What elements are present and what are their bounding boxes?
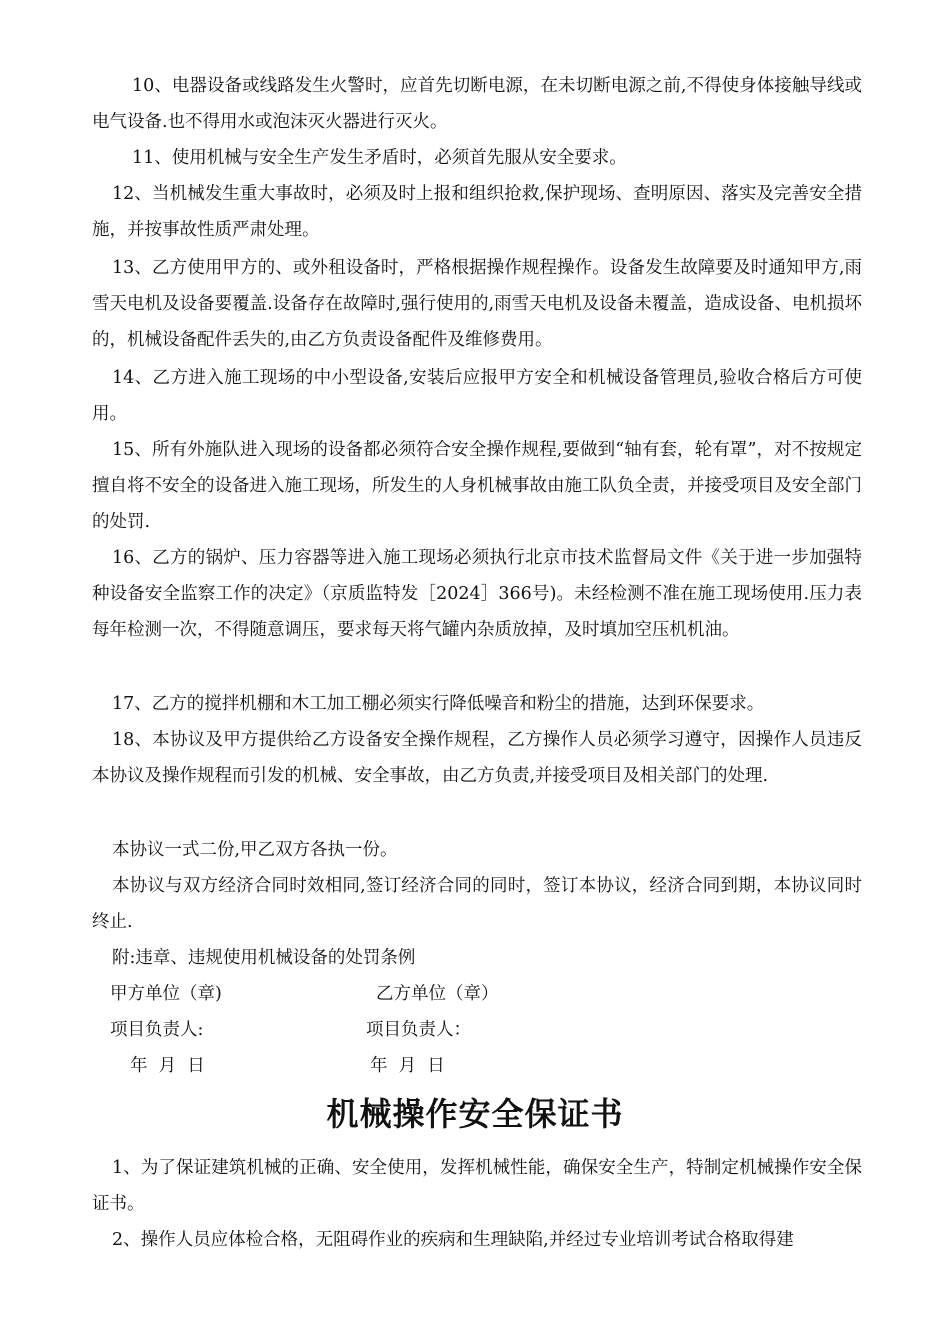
clause-14: 14、乙方进入施工现场的中小型设备,安装后应报甲方安全和机械设备管理员,验收合格后方可使用。 — [92, 368, 862, 424]
clause-18: 18、本协议及甲方提供给乙方设备安全操作规程，乙方操作人员必须学习遵守，因操作人员违反本协议及操作规程而引发的机械、安全事故，由乙方负责,并接受项目及相关部门的处理. — [92, 730, 862, 786]
clause-10: 10、电器设备或线路发生火警时，应首先切断电源，在未切断电源之前,不得使身体接触导线或电气设备.也不得用水或泡沫灭火器进行灭火。 — [92, 76, 862, 132]
party-a-leader-label: 项目负责人: — [110, 1020, 204, 1040]
validity-note: 本协议与双方经济合同时效相同,签订经济合同的同时，签订本协议，经济合同到期，本协议同时终止. — [92, 876, 862, 932]
clause-15: 15、所有外施队进入现场的设备都必须符合安全操作规程,要做到“轴有套，轮有罩”，对不按规定擅自将不安全的设备进入施工现场，所发生的人身机械事故由施工队负全责，并接受项目及安全部门的处罚. — [92, 440, 862, 532]
party-b-leader-label: 项目负责人： — [366, 1020, 471, 1040]
party-a-unit-label: 甲方单位（章) — [110, 984, 222, 1004]
clause-12: 12、当机械发生重大事故时，必须及时上报和组织抢救,保护现场、查明原因、落实及完善安全措施，并按事故性质严肃处理。 — [92, 184, 862, 240]
guarantee-clause-2: 2、操作人员应体检合格，无阻碍作业的疾病和生理缺陷,并经过专业培训考试合格取得建 — [112, 1230, 794, 1250]
clause-11: 11、使用机械与安全生产发生矛盾时，必须首先服从安全要求。 — [132, 148, 627, 168]
party-b-date: 年 月 日 — [370, 1056, 445, 1076]
party-b-unit-label: 乙方单位（章） — [376, 984, 499, 1004]
guarantee-clause-1: 1、为了保证建筑机械的正确、安全使用，发挥机械性能，确保安全生产，特制定机械操作安全保证书。 — [92, 1158, 862, 1214]
clause-16: 16、乙方的锅炉、压力容器等进入施工现场必须执行北京市技术监督局文件《关于进一步加强特种设备安全监察工作的决定》（京质监特发［2024］366号)。未经检测不准在施工现场使用.压力表每年检测一次，不得随意调压，要求每天将气罐内杂质放掉，及时填加空压机机油。 — [92, 548, 862, 640]
clause-17: 17、乙方的搅拌机棚和木工加工棚必须实行降低噪音和粉尘的措施，达到环保要求。 — [112, 694, 765, 714]
clause-13: 13、乙方使用甲方的、或外租设备时，严格根据操作规程操作。设备发生故障要及时通知甲方,雨雪天电机及设备要覆盖.设备存在故障时,强行使用的,雨雪天电机及设备未覆盖，造成设备、电机损坏的，机械设备配件丢失的,由乙方负责设备配件及维修费用。 — [92, 258, 862, 350]
attachment-note: 附:违章、违规使用机械设备的处罚条例 — [112, 948, 416, 968]
party-a-date: 年 月 日 — [130, 1056, 205, 1076]
copies-note: 本协议一式二份,甲乙双方各执一份。 — [112, 840, 398, 860]
guarantee-title: 机械操作安全保证书 — [326, 1095, 624, 1133]
